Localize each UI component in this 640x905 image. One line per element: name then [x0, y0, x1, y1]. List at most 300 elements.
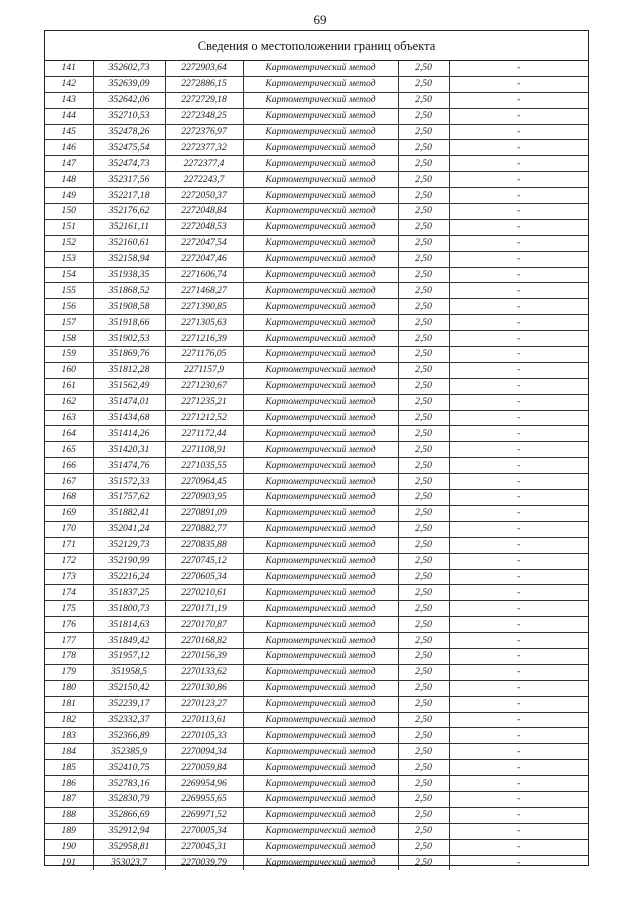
table-row [45, 807, 588, 823]
table-row [45, 410, 588, 426]
boundary-points-rows [45, 61, 588, 870]
coord-x-cell: 352150,42 [93, 680, 165, 696]
coord-x-cell: 351837,25 [93, 585, 165, 601]
error-cell: 2,50 [398, 601, 449, 617]
point-number-cell: 176 [45, 617, 93, 633]
method-cell: Картометрический метод [243, 537, 398, 553]
table-row [45, 331, 588, 347]
coord-x-cell: 352912,94 [93, 823, 165, 839]
error-cell: 2,50 [398, 204, 449, 220]
point-number-cell: 148 [45, 172, 93, 188]
coord-x-cell: 352410,75 [93, 760, 165, 776]
table-row [45, 219, 588, 235]
coord-y-cell: 2271230,67 [165, 378, 243, 394]
description-cell: - [449, 553, 588, 569]
coord-x-cell: 352385,9 [93, 744, 165, 760]
method-cell: Картометрический метод [243, 283, 398, 299]
coord-y-cell: 2270903,95 [165, 490, 243, 506]
point-number-cell: 186 [45, 776, 93, 792]
error-cell: 2,50 [398, 490, 449, 506]
coord-y-cell: 2270094,34 [165, 744, 243, 760]
description-cell: - [449, 251, 588, 267]
coord-x-cell: 352190,99 [93, 553, 165, 569]
table-row [45, 188, 588, 204]
coord-y-cell: 2270156,39 [165, 648, 243, 664]
table-row [45, 124, 588, 140]
error-cell: 2,50 [398, 696, 449, 712]
method-cell: Картометрический метод [243, 378, 398, 394]
table-row [45, 156, 588, 172]
coord-y-cell: 2272348,25 [165, 108, 243, 124]
error-cell: 2,50 [398, 92, 449, 108]
description-cell: - [449, 426, 588, 442]
method-cell: Картометрический метод [243, 61, 398, 76]
description-cell: - [449, 696, 588, 712]
coord-y-cell: 2271468,27 [165, 283, 243, 299]
error-cell: 2,50 [398, 172, 449, 188]
error-cell: 2,50 [398, 442, 449, 458]
table-row [45, 839, 588, 855]
coord-y-cell: 2270113,61 [165, 712, 243, 728]
table-row [45, 521, 588, 537]
coord-x-cell: 352783,16 [93, 776, 165, 792]
coord-x-cell: 351474,01 [93, 394, 165, 410]
error-cell: 2,50 [398, 823, 449, 839]
coord-y-cell: 2272886,15 [165, 76, 243, 92]
coord-y-cell: 2272048,53 [165, 219, 243, 235]
coord-y-cell: 2270133,62 [165, 664, 243, 680]
description-cell: - [449, 124, 588, 140]
coord-y-cell: 2270039,79 [165, 855, 243, 870]
table-row [45, 92, 588, 108]
boundary-points-table [45, 61, 588, 870]
error-cell: 2,50 [398, 664, 449, 680]
error-cell: 2,50 [398, 760, 449, 776]
error-cell: 2,50 [398, 219, 449, 235]
description-cell: - [449, 172, 588, 188]
description-cell: - [449, 283, 588, 299]
table-row [45, 696, 588, 712]
coord-y-cell: 2270105,33 [165, 728, 243, 744]
error-cell: 2,50 [398, 124, 449, 140]
error-cell: 2,50 [398, 283, 449, 299]
coord-y-cell: 2270170,87 [165, 617, 243, 633]
description-cell: - [449, 569, 588, 585]
coord-x-cell: 352366,89 [93, 728, 165, 744]
description-cell: - [449, 728, 588, 744]
error-cell: 2,50 [398, 617, 449, 633]
method-cell: Картометрический метод [243, 680, 398, 696]
error-cell: 2,50 [398, 76, 449, 92]
method-cell: Картометрический метод [243, 855, 398, 870]
point-number-cell: 149 [45, 188, 93, 204]
coord-x-cell: 353023,7 [93, 855, 165, 870]
method-cell: Картометрический метод [243, 569, 398, 585]
point-number-cell: 183 [45, 728, 93, 744]
error-cell: 2,50 [398, 537, 449, 553]
coord-y-cell: 2270835,88 [165, 537, 243, 553]
coord-y-cell: 2272729,18 [165, 92, 243, 108]
method-cell: Картометрический метод [243, 696, 398, 712]
point-number-cell: 167 [45, 474, 93, 490]
coord-x-cell: 351957,12 [93, 648, 165, 664]
coord-x-cell: 352710,53 [93, 108, 165, 124]
coord-y-cell: 2271212,52 [165, 410, 243, 426]
description-cell: - [449, 410, 588, 426]
point-number-cell: 166 [45, 458, 93, 474]
method-cell: Картометрический метод [243, 839, 398, 855]
method-cell: Картометрический метод [243, 188, 398, 204]
description-cell: - [449, 839, 588, 855]
method-cell: Картометрический метод [243, 394, 398, 410]
coord-x-cell: 352474,73 [93, 156, 165, 172]
coord-x-cell: 351562,49 [93, 378, 165, 394]
description-cell: - [449, 204, 588, 220]
table-row [45, 855, 588, 870]
table-row [45, 204, 588, 220]
coord-y-cell: 2271108,91 [165, 442, 243, 458]
table-row [45, 362, 588, 378]
method-cell: Картометрический метод [243, 617, 398, 633]
method-cell: Картометрический метод [243, 331, 398, 347]
error-cell: 2,50 [398, 633, 449, 649]
section-title: Сведения о местоположении границ объекта [45, 31, 588, 61]
error-cell: 2,50 [398, 585, 449, 601]
description-cell: - [449, 823, 588, 839]
description-cell: - [449, 458, 588, 474]
table-row [45, 61, 588, 76]
point-number-cell: 150 [45, 204, 93, 220]
description-cell: - [449, 617, 588, 633]
description-cell: - [449, 331, 588, 347]
error-cell: 2,50 [398, 712, 449, 728]
error-cell: 2,50 [398, 410, 449, 426]
coord-y-cell: 2270123,27 [165, 696, 243, 712]
point-number-cell: 161 [45, 378, 93, 394]
point-number-cell: 160 [45, 362, 93, 378]
description-cell: - [449, 235, 588, 251]
method-cell: Картометрический метод [243, 474, 398, 490]
point-number-cell: 162 [45, 394, 93, 410]
method-cell: Картометрический метод [243, 235, 398, 251]
error-cell: 2,50 [398, 521, 449, 537]
point-number-cell: 143 [45, 92, 93, 108]
point-number-cell: 163 [45, 410, 93, 426]
coord-x-cell: 351814,63 [93, 617, 165, 633]
point-number-cell: 146 [45, 140, 93, 156]
table-row [45, 791, 588, 807]
point-number-cell: 164 [45, 426, 93, 442]
table-row [45, 553, 588, 569]
coord-x-cell: 351434,68 [93, 410, 165, 426]
coord-y-cell: 2270891,09 [165, 505, 243, 521]
table-row [45, 728, 588, 744]
method-cell: Картометрический метод [243, 712, 398, 728]
point-number-cell: 171 [45, 537, 93, 553]
point-number-cell: 170 [45, 521, 93, 537]
description-cell: - [449, 299, 588, 315]
coord-x-cell: 352602,73 [93, 61, 165, 76]
table-row [45, 172, 588, 188]
coord-x-cell: 351757,62 [93, 490, 165, 506]
coord-y-cell: 2269954,96 [165, 776, 243, 792]
point-number-cell: 142 [45, 76, 93, 92]
point-number-cell: 182 [45, 712, 93, 728]
coord-y-cell: 2270882,77 [165, 521, 243, 537]
table-row [45, 442, 588, 458]
method-cell: Картометрический метод [243, 601, 398, 617]
error-cell: 2,50 [398, 394, 449, 410]
coord-x-cell: 351800,73 [93, 601, 165, 617]
method-cell: Картометрический метод [243, 760, 398, 776]
table-row [45, 823, 588, 839]
error-cell: 2,50 [398, 347, 449, 363]
coord-y-cell: 2271606,74 [165, 267, 243, 283]
point-number-cell: 175 [45, 601, 93, 617]
coord-y-cell: 2270045,31 [165, 839, 243, 855]
point-number-cell: 189 [45, 823, 93, 839]
coord-y-cell: 2272243,7 [165, 172, 243, 188]
method-cell: Картометрический метод [243, 776, 398, 792]
point-number-cell: 191 [45, 855, 93, 870]
description-cell: - [449, 490, 588, 506]
table-row [45, 394, 588, 410]
description-cell: - [449, 505, 588, 521]
table-row [45, 680, 588, 696]
coord-x-cell: 352478,26 [93, 124, 165, 140]
description-cell: - [449, 362, 588, 378]
coord-x-cell: 351849,42 [93, 633, 165, 649]
point-number-cell: 174 [45, 585, 93, 601]
error-cell: 2,50 [398, 680, 449, 696]
point-number-cell: 147 [45, 156, 93, 172]
description-cell: - [449, 601, 588, 617]
description-cell: - [449, 156, 588, 172]
coord-y-cell: 2269971,52 [165, 807, 243, 823]
coord-x-cell: 351918,66 [93, 315, 165, 331]
coord-x-cell: 351869,76 [93, 347, 165, 363]
description-cell: - [449, 267, 588, 283]
method-cell: Картометрический метод [243, 156, 398, 172]
description-cell: - [449, 680, 588, 696]
error-cell: 2,50 [398, 776, 449, 792]
coord-y-cell: 2270130,86 [165, 680, 243, 696]
description-cell: - [449, 760, 588, 776]
coord-x-cell: 352160,61 [93, 235, 165, 251]
point-number-cell: 157 [45, 315, 93, 331]
point-number-cell: 190 [45, 839, 93, 855]
table-row [45, 474, 588, 490]
coord-y-cell: 2270171,19 [165, 601, 243, 617]
coord-y-cell: 2272377,4 [165, 156, 243, 172]
page-number: 69 [313, 12, 327, 27]
description-cell: - [449, 712, 588, 728]
coord-x-cell: 352958,81 [93, 839, 165, 855]
method-cell: Картометрический метод [243, 664, 398, 680]
error-cell: 2,50 [398, 505, 449, 521]
table-row [45, 633, 588, 649]
description-cell: - [449, 188, 588, 204]
table-row [45, 490, 588, 506]
coord-y-cell: 2272047,54 [165, 235, 243, 251]
error-cell: 2,50 [398, 474, 449, 490]
coord-y-cell: 2271235,21 [165, 394, 243, 410]
point-number-cell: 177 [45, 633, 93, 649]
coord-y-cell: 2272050,37 [165, 188, 243, 204]
method-cell: Картометрический метод [243, 553, 398, 569]
coord-x-cell: 351812,28 [93, 362, 165, 378]
table-row [45, 140, 588, 156]
point-number-cell: 185 [45, 760, 93, 776]
description-cell: - [449, 633, 588, 649]
method-cell: Картометрический метод [243, 315, 398, 331]
coord-x-cell: 352830,79 [93, 791, 165, 807]
table-row [45, 378, 588, 394]
table-row [45, 458, 588, 474]
method-cell: Картометрический метод [243, 728, 398, 744]
coord-x-cell: 351572,33 [93, 474, 165, 490]
error-cell: 2,50 [398, 235, 449, 251]
point-number-cell: 187 [45, 791, 93, 807]
coord-x-cell: 352129,73 [93, 537, 165, 553]
description-cell: - [449, 219, 588, 235]
coord-x-cell: 351474,76 [93, 458, 165, 474]
error-cell: 2,50 [398, 362, 449, 378]
method-cell: Картометрический метод [243, 585, 398, 601]
coord-x-cell: 352866,69 [93, 807, 165, 823]
error-cell: 2,50 [398, 267, 449, 283]
description-cell: - [449, 61, 588, 76]
error-cell: 2,50 [398, 251, 449, 267]
description-cell: - [449, 315, 588, 331]
table-row [45, 315, 588, 331]
error-cell: 2,50 [398, 791, 449, 807]
coord-x-cell: 351420,31 [93, 442, 165, 458]
coord-x-cell: 352161,11 [93, 219, 165, 235]
error-cell: 2,50 [398, 728, 449, 744]
coord-x-cell: 352639,09 [93, 76, 165, 92]
coord-x-cell: 352158,94 [93, 251, 165, 267]
method-cell: Картометрический метод [243, 505, 398, 521]
method-cell: Картометрический метод [243, 458, 398, 474]
table-row [45, 347, 588, 363]
description-cell: - [449, 744, 588, 760]
coord-x-cell: 352176,62 [93, 204, 165, 220]
description-cell: - [449, 585, 588, 601]
table-row [45, 744, 588, 760]
point-number-cell: 188 [45, 807, 93, 823]
method-cell: Картометрический метод [243, 807, 398, 823]
error-cell: 2,50 [398, 156, 449, 172]
description-cell: - [449, 855, 588, 870]
method-cell: Картометрический метод [243, 347, 398, 363]
coord-x-cell: 351902,53 [93, 331, 165, 347]
table-row [45, 537, 588, 553]
method-cell: Картометрический метод [243, 426, 398, 442]
point-number-cell: 152 [45, 235, 93, 251]
error-cell: 2,50 [398, 108, 449, 124]
point-number-cell: 168 [45, 490, 93, 506]
coord-x-cell: 352041,24 [93, 521, 165, 537]
point-number-cell: 151 [45, 219, 93, 235]
coord-y-cell: 2270005,34 [165, 823, 243, 839]
method-cell: Картометрический метод [243, 299, 398, 315]
method-cell: Картометрический метод [243, 204, 398, 220]
point-number-cell: 154 [45, 267, 93, 283]
method-cell: Картометрический метод [243, 791, 398, 807]
point-number-cell: 153 [45, 251, 93, 267]
description-cell: - [449, 521, 588, 537]
table-row [45, 76, 588, 92]
table-row [45, 283, 588, 299]
boundary-table-frame [44, 30, 589, 866]
method-cell: Картометрический метод [243, 490, 398, 506]
error-cell: 2,50 [398, 648, 449, 664]
coord-y-cell: 2270605,34 [165, 569, 243, 585]
description-cell: - [449, 648, 588, 664]
coord-y-cell: 2272376,97 [165, 124, 243, 140]
table-row [45, 569, 588, 585]
description-cell: - [449, 378, 588, 394]
description-cell: - [449, 791, 588, 807]
coord-x-cell: 351882,41 [93, 505, 165, 521]
coord-y-cell: 2271035,55 [165, 458, 243, 474]
coord-y-cell: 2271216,39 [165, 331, 243, 347]
table-row [45, 712, 588, 728]
point-number-cell: 165 [45, 442, 93, 458]
method-cell: Картометрический метод [243, 744, 398, 760]
method-cell: Картометрический метод [243, 140, 398, 156]
description-cell: - [449, 92, 588, 108]
coord-x-cell: 351868,52 [93, 283, 165, 299]
method-cell: Картометрический метод [243, 219, 398, 235]
point-number-cell: 179 [45, 664, 93, 680]
method-cell: Картометрический метод [243, 76, 398, 92]
method-cell: Картометрический метод [243, 267, 398, 283]
coord-x-cell: 352332,37 [93, 712, 165, 728]
table-row [45, 601, 588, 617]
error-cell: 2,50 [398, 839, 449, 855]
method-cell: Картометрический метод [243, 648, 398, 664]
error-cell: 2,50 [398, 426, 449, 442]
table-row [45, 648, 588, 664]
coord-y-cell: 2270059,84 [165, 760, 243, 776]
point-number-cell: 178 [45, 648, 93, 664]
error-cell: 2,50 [398, 140, 449, 156]
error-cell: 2,50 [398, 458, 449, 474]
point-number-cell: 169 [45, 505, 93, 521]
coord-x-cell: 352642,06 [93, 92, 165, 108]
point-number-cell: 172 [45, 553, 93, 569]
coord-y-cell: 2270745,12 [165, 553, 243, 569]
coord-y-cell: 2271157,9 [165, 362, 243, 378]
table-row [45, 235, 588, 251]
coord-y-cell: 2272377,32 [165, 140, 243, 156]
error-cell: 2,50 [398, 744, 449, 760]
table-row [45, 426, 588, 442]
coord-y-cell: 2270168,82 [165, 633, 243, 649]
method-cell: Картометрический метод [243, 251, 398, 267]
error-cell: 2,50 [398, 569, 449, 585]
coord-y-cell: 2272047,46 [165, 251, 243, 267]
coord-x-cell: 352239,17 [93, 696, 165, 712]
description-cell: - [449, 442, 588, 458]
description-cell: - [449, 76, 588, 92]
coord-y-cell: 2270964,45 [165, 474, 243, 490]
coord-x-cell: 351958,5 [93, 664, 165, 680]
error-cell: 2,50 [398, 188, 449, 204]
point-number-cell: 155 [45, 283, 93, 299]
